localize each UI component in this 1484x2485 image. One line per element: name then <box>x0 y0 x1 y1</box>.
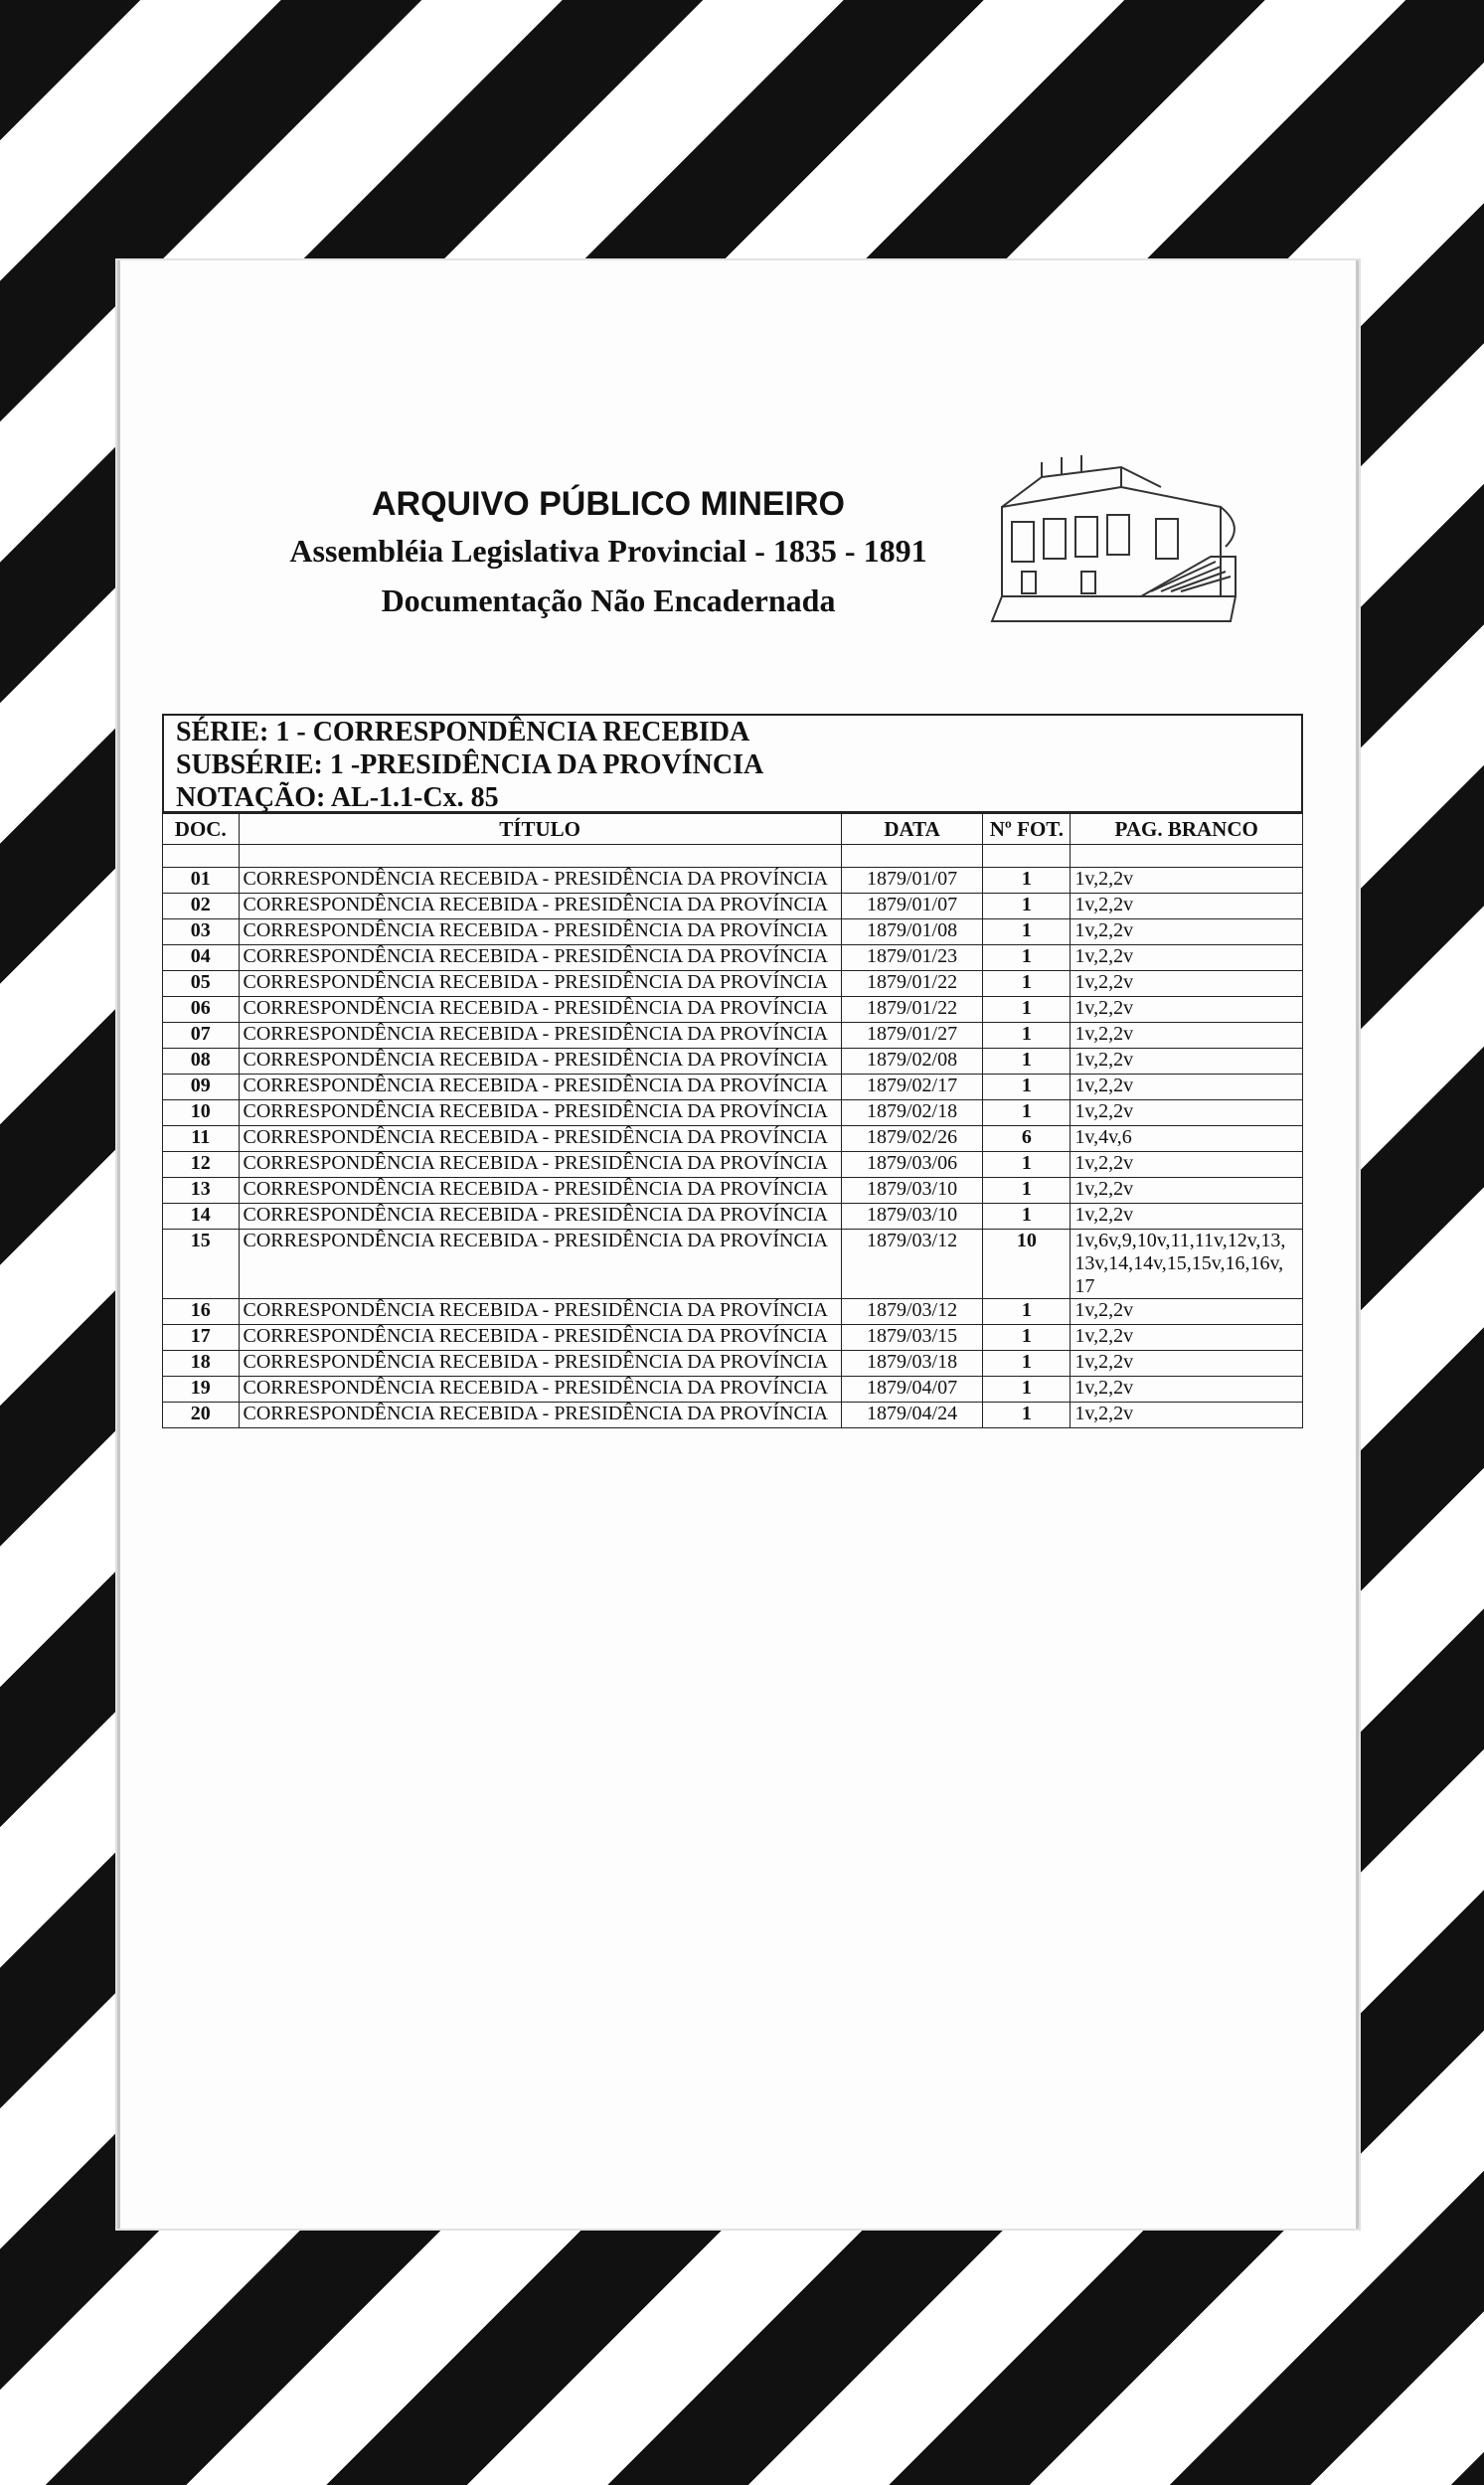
cell-pag: 1v,2,2v <box>1071 919 1303 945</box>
cell-date: 1879/03/10 <box>841 1204 983 1230</box>
cell-pag: 1v,2,2v <box>1071 945 1303 971</box>
cell-date: 1879/01/07 <box>841 894 983 919</box>
doc-type-line: Documentação Não Encadernada <box>381 582 836 618</box>
cell-fot: 1 <box>983 971 1071 997</box>
cell-pag: 1v,6v,9,10v,11,11v,12v,13, 13v,14,14v,15,15v,16,16v, 17 <box>1071 1230 1303 1299</box>
table-row <box>163 1351 1303 1377</box>
col-header-pag: PAG. BRANCO <box>1071 814 1303 845</box>
cell-pag: 1v,4v,6 <box>1071 1126 1303 1152</box>
title-block <box>260 482 956 625</box>
cell-date: 1879/01/07 <box>841 868 983 894</box>
cell-doc: 10 <box>163 1100 240 1126</box>
cell-date: 1879/02/08 <box>841 1049 983 1075</box>
spacer-cell <box>983 845 1071 868</box>
cell-doc: 18 <box>163 1351 240 1377</box>
cell-doc: 01 <box>163 868 240 894</box>
cell-pag: 1v,2,2v <box>1071 971 1303 997</box>
cell-date: 1879/03/18 <box>841 1351 983 1377</box>
cell-title: CORRESPONDÊNCIA RECEBIDA - PRESIDÊNCIA DA PROVÍNCIA <box>239 1377 841 1403</box>
cell-date: 1879/03/10 <box>841 1178 983 1204</box>
table-row <box>163 1325 1303 1351</box>
cell-pag: 1v,2,2v <box>1071 1178 1303 1204</box>
cell-pag: 1v,2,2v <box>1071 1049 1303 1075</box>
cell-fot: 1 <box>983 997 1071 1023</box>
cell-pag: 1v,2,2v <box>1071 868 1303 894</box>
subserie-line: SUBSÉRIE: 1 -PRESIDÊNCIA DA PROVÍNCIA <box>176 749 764 780</box>
cell-date: 1879/04/24 <box>841 1403 983 1428</box>
building-illustration <box>982 447 1250 646</box>
table-row <box>163 894 1303 919</box>
cell-title: CORRESPONDÊNCIA RECEBIDA - PRESIDÊNCIA DA PROVÍNCIA <box>239 1230 841 1299</box>
cell-date: 1879/02/17 <box>841 1075 983 1100</box>
col-header-fot: Nº FOT. <box>983 814 1071 845</box>
col-header-doc: DOC. <box>163 814 240 845</box>
cell-date: 1879/01/08 <box>841 919 983 945</box>
cell-fot: 1 <box>983 919 1071 945</box>
cell-fot: 1 <box>983 1299 1071 1325</box>
table-row <box>163 1100 1303 1126</box>
cell-fot: 1 <box>983 1403 1071 1428</box>
cell-title: CORRESPONDÊNCIA RECEBIDA - PRESIDÊNCIA DA PROVÍNCIA <box>239 1178 841 1204</box>
cell-doc: 09 <box>163 1075 240 1100</box>
serie-line: SÉRIE: 1 - CORRESPONDÊNCIA RECEBIDA <box>176 717 750 747</box>
cell-pag: 1v,2,2v <box>1071 1152 1303 1178</box>
table-row <box>163 1023 1303 1049</box>
cell-doc: 07 <box>163 1023 240 1049</box>
table-row <box>163 971 1303 997</box>
spacer-cell <box>841 845 983 868</box>
document-index-table <box>162 813 1303 1428</box>
cell-date: 1879/03/06 <box>841 1152 983 1178</box>
cell-date: 1879/03/15 <box>841 1325 983 1351</box>
cell-fot: 1 <box>983 1075 1071 1100</box>
spacer-cell <box>239 845 841 868</box>
cell-date: 1879/01/27 <box>841 1023 983 1049</box>
cell-pag: 1v,2,2v <box>1071 894 1303 919</box>
col-header-date: DATA <box>841 814 983 845</box>
spacer-row <box>163 845 1303 868</box>
cell-title: CORRESPONDÊNCIA RECEBIDA - PRESIDÊNCIA DA PROVÍNCIA <box>239 1403 841 1428</box>
cell-pag: 1v,2,2v <box>1071 1075 1303 1100</box>
cell-title: CORRESPONDÊNCIA RECEBIDA - PRESIDÊNCIA DA PROVÍNCIA <box>239 1049 841 1075</box>
cell-fot: 1 <box>983 1351 1071 1377</box>
archive-name: ARQUIVO PÚBLICO MINEIRO <box>371 485 846 523</box>
cell-date: 1879/01/22 <box>841 971 983 997</box>
cell-doc: 15 <box>163 1230 240 1299</box>
cell-fot: 6 <box>983 1126 1071 1152</box>
table-row <box>163 868 1303 894</box>
cell-doc: 11 <box>163 1126 240 1152</box>
cell-title: CORRESPONDÊNCIA RECEBIDA - PRESIDÊNCIA DA PROVÍNCIA <box>239 1152 841 1178</box>
cell-date: 1879/04/07 <box>841 1377 983 1403</box>
table-row <box>163 945 1303 971</box>
cell-doc: 06 <box>163 997 240 1023</box>
table-row <box>163 1204 1303 1230</box>
cell-fot: 1 <box>983 1377 1071 1403</box>
cell-pag: 1v,2,2v <box>1071 1351 1303 1377</box>
cell-date: 1879/01/22 <box>841 997 983 1023</box>
cell-fot: 1 <box>983 1152 1071 1178</box>
cell-pag: 1v,2,2v <box>1071 1299 1303 1325</box>
cell-doc: 13 <box>163 1178 240 1204</box>
series-info-box <box>162 714 1303 813</box>
cell-title: CORRESPONDÊNCIA RECEBIDA - PRESIDÊNCIA DA PROVÍNCIA <box>239 1351 841 1377</box>
cell-title: CORRESPONDÊNCIA RECEBIDA - PRESIDÊNCIA DA PROVÍNCIA <box>239 1126 841 1152</box>
cell-fot: 1 <box>983 945 1071 971</box>
col-header-title: TÍTULO <box>239 814 841 845</box>
cell-title: CORRESPONDÊNCIA RECEBIDA - PRESIDÊNCIA DA PROVÍNCIA <box>239 919 841 945</box>
table-row <box>163 1230 1303 1299</box>
cell-doc: 12 <box>163 1152 240 1178</box>
cell-date: 1879/01/23 <box>841 945 983 971</box>
cell-title: CORRESPONDÊNCIA RECEBIDA - PRESIDÊNCIA DA PROVÍNCIA <box>239 1023 841 1049</box>
cell-pag: 1v,2,2v <box>1071 1325 1303 1351</box>
cell-title: CORRESPONDÊNCIA RECEBIDA - PRESIDÊNCIA DA PROVÍNCIA <box>239 997 841 1023</box>
table-row <box>163 1126 1303 1152</box>
cell-title: CORRESPONDÊNCIA RECEBIDA - PRESIDÊNCIA DA PROVÍNCIA <box>239 1204 841 1230</box>
cell-doc: 05 <box>163 971 240 997</box>
cell-doc: 16 <box>163 1299 240 1325</box>
table-row <box>163 1178 1303 1204</box>
spacer-cell <box>1071 845 1303 868</box>
cell-doc: 02 <box>163 894 240 919</box>
cell-doc: 14 <box>163 1204 240 1230</box>
cell-pag: 1v,2,2v <box>1071 997 1303 1023</box>
notacao-line: NOTAÇÃO: AL-1.1-Cx. 85 <box>176 782 499 813</box>
table-row <box>163 1152 1303 1178</box>
table-header-row <box>163 814 1303 845</box>
cell-title: CORRESPONDÊNCIA RECEBIDA - PRESIDÊNCIA DA PROVÍNCIA <box>239 971 841 997</box>
cell-fot: 1 <box>983 894 1071 919</box>
assembly-line: Assembléia Legislativa Provincial - 1835 - 1891 <box>289 533 927 569</box>
cell-pag: 1v,2,2v <box>1071 1403 1303 1428</box>
table-row <box>163 1403 1303 1428</box>
cell-title: CORRESPONDÊNCIA RECEBIDA - PRESIDÊNCIA DA PROVÍNCIA <box>239 1299 841 1325</box>
cell-title: CORRESPONDÊNCIA RECEBIDA - PRESIDÊNCIA DA PROVÍNCIA <box>239 945 841 971</box>
cell-date: 1879/02/26 <box>841 1126 983 1152</box>
table-row <box>163 919 1303 945</box>
cell-fot: 1 <box>983 1325 1071 1351</box>
table-row <box>163 1049 1303 1075</box>
cell-fot: 1 <box>983 868 1071 894</box>
cell-fot: 1 <box>983 1100 1071 1126</box>
cell-fot: 1 <box>983 1023 1071 1049</box>
cell-pag: 1v,2,2v <box>1071 1377 1303 1403</box>
cell-fot: 10 <box>983 1230 1071 1299</box>
cell-date: 1879/03/12 <box>841 1299 983 1325</box>
cell-title: CORRESPONDÊNCIA RECEBIDA - PRESIDÊNCIA DA PROVÍNCIA <box>239 894 841 919</box>
table-row <box>163 1299 1303 1325</box>
cell-pag: 1v,2,2v <box>1071 1100 1303 1126</box>
table-row <box>163 1377 1303 1403</box>
cell-fot: 1 <box>983 1178 1071 1204</box>
cell-fot: 1 <box>983 1204 1071 1230</box>
cell-date: 1879/02/18 <box>841 1100 983 1126</box>
cell-doc: 19 <box>163 1377 240 1403</box>
cell-title: CORRESPONDÊNCIA RECEBIDA - PRESIDÊNCIA DA PROVÍNCIA <box>239 1100 841 1126</box>
table-row <box>163 997 1303 1023</box>
table-row <box>163 1075 1303 1100</box>
cell-doc: 08 <box>163 1049 240 1075</box>
cell-fot: 1 <box>983 1049 1071 1075</box>
cell-doc: 04 <box>163 945 240 971</box>
cell-title: CORRESPONDÊNCIA RECEBIDA - PRESIDÊNCIA DA PROVÍNCIA <box>239 868 841 894</box>
cell-title: CORRESPONDÊNCIA RECEBIDA - PRESIDÊNCIA DA PROVÍNCIA <box>239 1075 841 1100</box>
cell-pag: 1v,2,2v <box>1071 1023 1303 1049</box>
cell-pag: 1v,2,2v <box>1071 1204 1303 1230</box>
cell-title: CORRESPONDÊNCIA RECEBIDA - PRESIDÊNCIA DA PROVÍNCIA <box>239 1325 841 1351</box>
cell-doc: 03 <box>163 919 240 945</box>
cell-doc: 20 <box>163 1403 240 1428</box>
spacer-cell <box>163 845 240 868</box>
cell-date: 1879/03/12 <box>841 1230 983 1299</box>
cell-doc: 17 <box>163 1325 240 1351</box>
